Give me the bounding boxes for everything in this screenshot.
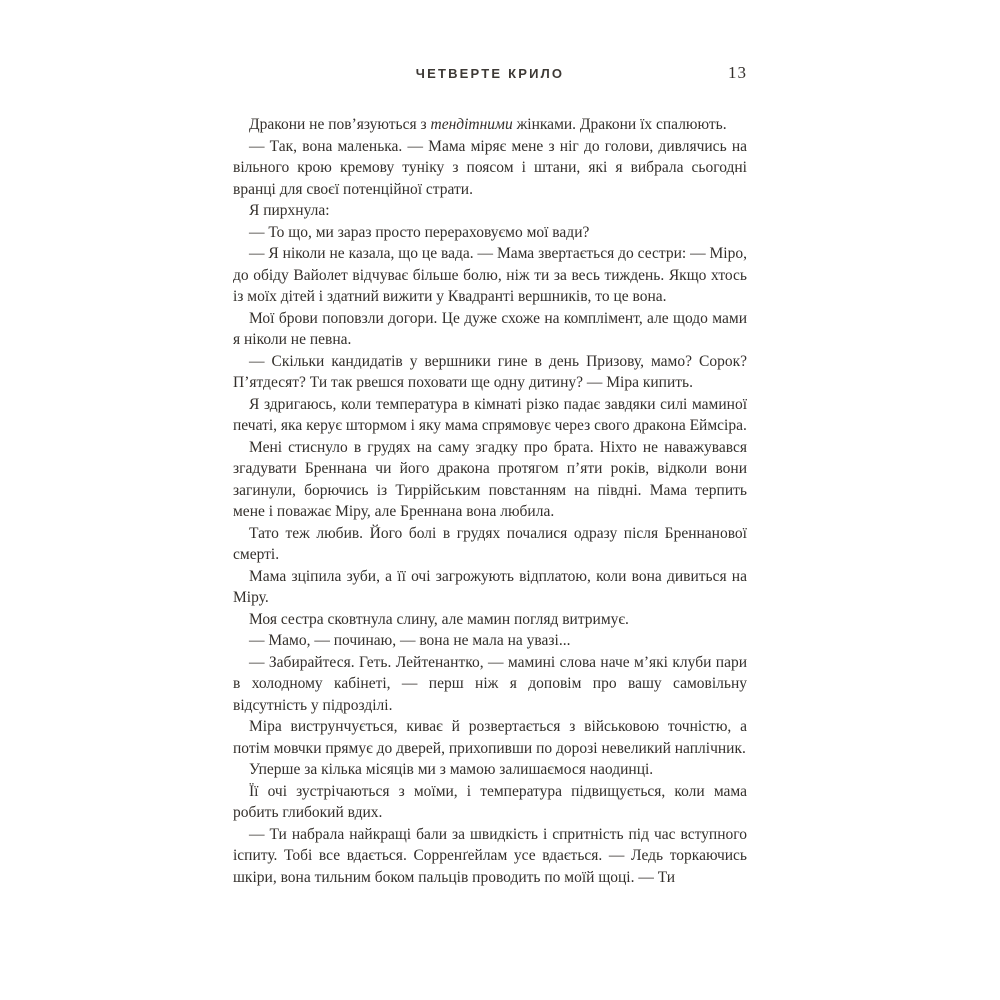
text-segment: Мої брови поповзли догори. Це дуже схоже на комплімент, але щодо мами я ніколи не певна.	[233, 309, 747, 348]
paragraph	[233, 630, 747, 652]
text-segment: Тато теж любив. Його болі в грудях почалися одразу після Бреннанової смерті.	[233, 524, 747, 563]
text-segment: Я пирхнула:	[249, 202, 330, 219]
paragraph	[233, 781, 747, 824]
text-segment: — Забирайтеся. Геть. Лейтенантко, — мамині слова наче м’які клуби пари в холодному кабінеті, — перш ніж я доповім про вашу самовільну відсутність у підрозділі.	[233, 653, 747, 714]
paragraph	[233, 609, 747, 631]
paragraph	[233, 824, 747, 889]
paragraph	[233, 437, 747, 523]
paragraph	[233, 308, 747, 351]
paragraph	[233, 136, 747, 201]
paragraph	[233, 523, 747, 566]
italic-text-segment: тендітними	[430, 116, 513, 133]
paragraph	[233, 200, 747, 222]
paragraph	[233, 716, 747, 759]
paragraph	[233, 652, 747, 717]
text-segment: Моя сестра сковтнула слину, але мамин погляд витримує.	[249, 610, 629, 628]
text-segment: — Скільки кандидатів у вершники гине в день Призову, мамо? Сорок? П’ятдесят? Ти так рвешся поховати ще одну дитину? — Міра кипить.	[233, 352, 747, 391]
text-segment: — То що, ми зараз просто перераховуємо мої вади?	[249, 223, 590, 241]
text-segment: — Так, вона маленька. — Мама міряє мене з ніг до голови, дивлячись на вільного крою кремову туніку з поясом і штани, які я вибрала сьогодні вранці для своєї потенційної страти.	[233, 137, 747, 198]
text-segment: Мама зціпила зуби, а її очі загрожують відплатою, коли вона дивиться на Міру.	[233, 567, 747, 606]
paragraph	[233, 351, 747, 394]
page-header	[233, 63, 747, 84]
page-number: 13	[728, 63, 747, 82]
text-segment: — Ти набрала найкращі бали за швидкість і спритність під час вступного іспиту. Тобі все вдається. Сорренґейлам усе вдається. — Ледь торкаючись шкіри, вона тильним боком пальців проводить по моїй щоці. — Ти	[233, 825, 747, 886]
paragraph	[233, 394, 747, 437]
text-segment: Міра виструнчується, киває й розвертається з військовою точністю, а потім мовчки прямує до дверей, прихопивши по дорозі невеликий наплічник.	[233, 718, 747, 757]
text-segment: Я здригаюсь, коли температура в кімнаті різко падає завдяки силі маминої печаті, яка керує штормом і яку мама спрямовує через свого дракона Еймсіра.	[233, 395, 747, 434]
text-segment: Її очі зустрічаються з моїми, і температура підвищується, коли мама робить глибокий вдих.	[233, 782, 747, 821]
paragraph	[233, 566, 747, 609]
text-segment: Дракони не пов’язуються з	[249, 116, 431, 133]
page-body-text	[233, 114, 747, 888]
paragraph	[233, 222, 747, 244]
text-segment: жінками. Дракони їх спалюють.	[512, 116, 727, 133]
text-segment: — Мамо, — починаю, — вона не мала на увазі...	[249, 632, 571, 649]
paragraph	[233, 114, 747, 136]
text-segment: Мені стиснуло в грудях на саму згадку про брата. Ніхто не наважувався згадувати Бреннана чи його дракона протягом п’яти років, відколи вони загинули, борючись із Тиррійським повстанням на півдні. Мама терпить мене і поважає Міру, але Бреннана вона любила.	[233, 438, 747, 520]
text-segment: Уперше за кілька місяців ми з мамою залишаємося наодинці.	[249, 761, 654, 778]
text-segment: — Я ніколи не казала, що це вада. — Мама звертається до сестри: — Міро, до обіду Вайолет відчуває більше болю, ніж ти за весь тиждень. Якщо хтось із моїх дітей і здатний вижити у Квадранті вершників, то це вона.	[233, 245, 747, 305]
running-title: ЧЕТВЕРТЕ КРИЛО	[415, 66, 565, 81]
paragraph	[233, 243, 747, 308]
paragraph	[233, 759, 747, 781]
